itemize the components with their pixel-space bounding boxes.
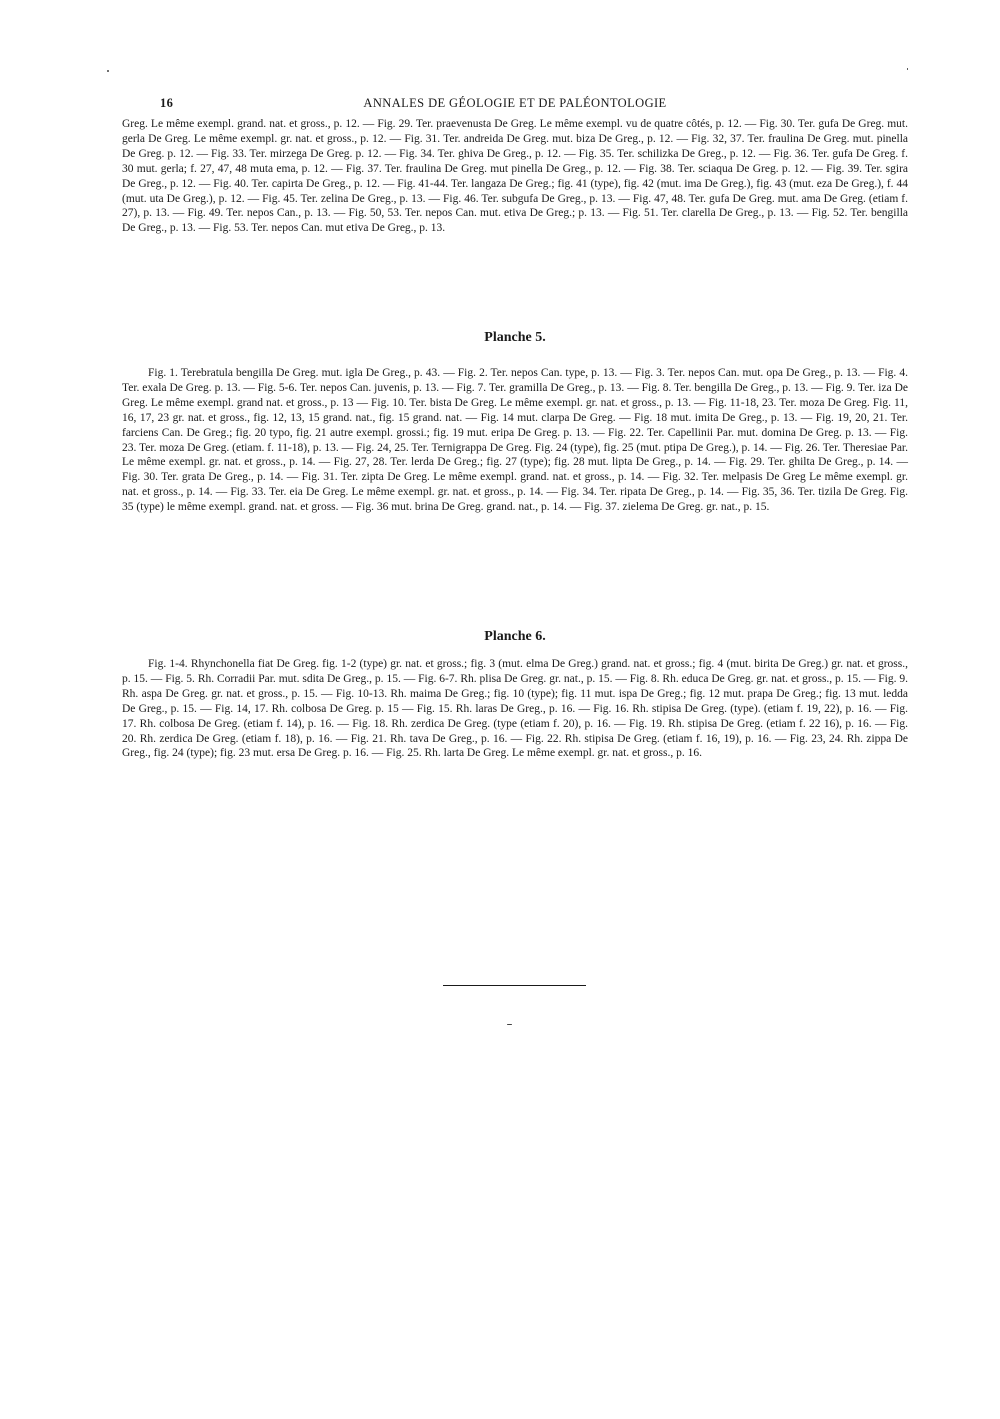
continuation-paragraph: Greg. Le même exempl. grand. nat. et gross., p. 12. — Fig. 29. Ter. praevenusta De Greg. Le même exempl. vu de quatre côtés, p. 12. — Fig. 30. Ter. gufa De Greg. mut. gerla De Greg. Le même exempl. gr. nat. et gross., p. 12. — Fig. 31. Ter. andreida De Greg. mut. biza De Greg., p. 12. — Fig. 32, 37. Ter. fraulina De Greg. mut. pinella De Greg. p. 12. — Fig. 33. Ter. mirzega De Greg. p. 12. — Fig. 34. Ter. ghiva De Greg., p. 12. — Fig. 35. Ter. schilizka De Greg., p. 12. — Fig. 36. Ter. gufa De Greg. f. 30 mut. gerla; f. 27, 47, 48 muta ema, p. 12. — Fig. 37. Ter. fraulina De Greg. mut pinella De Greg., p. 12. — Fig. 38. Ter. sciaqua De Greg. p. 12. — Fig. 39. Ter. sgira De Greg., p. 12. — Fig. 40. Ter. capirta De Greg., p. 12. — Fig. 41-44. Ter. langaza De Greg.; fig. 41 (type), fig. 42 (mut. ima De Greg.), fig. 43 (mut. eza De Greg.), f. 44 (mut. uta De Greg.), p. 12. — Fig. 45. Ter. zelina De Greg., p. 13. — Fig. 46. Ter. subgufa De Greg., p. 13. — Fig. 47, 48. Ter. gufa De Greg. mut. ama De Greg. (etiam f. 27), p. 13. — Fig. 49. Ter. nepos Can., p. 13. — Fig. 50, 53. Ter. nepos Can. mut. etiva De Greg.; p. 13. — Fig. 51. Ter. clarella De Greg., p. 13. — Fig. 52. Ter. bengilla De Greg., p. 13. — Fig. 53. Ter. nepos Can. mut etiva De Greg., p. 13.: [122, 118, 908, 235]
scan-speck: [507, 1024, 512, 1025]
plate-heading-5: Planche 5.: [484, 330, 546, 345]
end-rule: [443, 985, 586, 986]
running-header: [122, 96, 908, 114]
plate-caption-6: Fig. 1-4. Rhynchonella fiat De Greg. fig. 1-2 (type) gr. nat. et gross.; fig. 3 (mut. elma De Greg.) grand. nat. et gross.; fig. 4 (mut. birita De Greg.) gr. nat. et gross., p. 15. — Fig. 5. Rh. Corradii Par. mut. sdita De Greg., p. 15. — Fig. 6-7. Rh. plisa De Greg. gr. nat., p. 15. — Fig. 8. Rh. educa De Greg. gr. nat. et gross., p. 15. — Fig. 9. Rh. aspa De Greg. gr. nat. et gross., p. 15. — Fig. 10-13. Rh. maima De Greg.; fig. 10 (type); fig. 11 mut. ispa De Greg.; fig. 12 mut. prapa De Greg.; fig. 13 mut. ledda De Greg., p. 15. — Fig. 14, 17. Rh. colbosa De Greg. p. 15 — Fig. 15. Rh. laras De Greg., p. 16. — Fig. 16. Rh. stipisa De Greg. (type). (etiam f. 19, 22), p. 16. — Fig. 17. Rh. colbosa De Greg. (etiam f. 14), p. 16. — Fig. 18. Rh. zerdica De Greg. (type (etiam f. 20), p. 16. — Fig. 19. Rh. stipisa De Greg. (etiam f. 22 16), p. 16. — Fig. 20. Rh. zerdica De Greg. (etiam f. 18), p. 16. — Fig. 21. Rh. tava De Greg., p. 16. — Fig. 22. Rh. stipisa De Greg. (etiam f. 16, 19), p. 16. — Fig. 23, 24. Rh. zippa De Greg., fig. 24 (type); fig. 23 mut. ersa De Greg. p. 16. — Fig. 25. Rh. larta De Greg. Le même exempl. gr. nat. et gross., p. 16.: [122, 658, 908, 760]
running-title: ANNALES DE GÉOLOGIE ET DE PALÉONTOLOGIE: [363, 96, 667, 110]
plate-heading-6: Planche 6.: [484, 629, 546, 644]
scan-speck: [107, 70, 109, 72]
plate-caption-5: Fig. 1. Terebratula bengilla De Greg. mut. igla De Greg., p. 43. — Fig. 2. Ter. nepos Can. type, p. 13. — Fig. 3. Ter. nepos Can. mut. opa De Greg., p. 13. — Fig. 4. Ter. exala De Greg. p. 13. — Fig. 5-6. Ter. nepos Can. juvenis, p. 13. — Fig. 7. Ter. gramilla De Greg., p. 13. — Fig. 8. Ter. bengilla De Greg., p. 13. — Fig. 9. Ter. iza De Greg. Le même exempl. grand nat. et gross., p. 13 — Fig. 10. Ter. bista De Greg. Le même exempl. gr. nat. et gross., p. 13. — Fig. 11-18, 23. Ter. moza De Greg. Fig. 11, 16, 17, 23 gr. nat. et gross., fig. 12, 13, 15 grand. nat., fig. 15 grand. nat. — Fig. 14 mut. clarpa De Greg. — Fig. 18 mut. imita De Greg., p. 13. — Fig. 19, 20, 21. Ter. farciens Can. De Greg.; fig. 20 typo, fig. 21 autre exempl. grossi.; fig. 19 mut. eripa De Greg. p. 13. — Fig. 22. Ter. Capellinii Par. mut. domina De Greg. p. 13. — Fig. 23. Ter. moza De Greg. (etiam. f. 11-18), p. 13. — Fig. 24, 25. Ter. Ternigrappa De Greg. Fig. 24 (type), fig. 25 (mut. ptipa De Greg.), p. 14. — Fig. 26. Ter. Theresiae Par. Le même exempl. gr. nat. et gross., p. 14. — Fig. 27, 28. Ter. lerda De Greg.; fig. 27 (type); fig. 28 mut. lipta De Greg., p. 14. — Fig. 29. Ter. ghilta De Greg., p. 14. — Fig. 30. Ter. grata De Greg., p. 14. — Fig. 31. Ter. zipta De Greg. Le même exempl. grand. nat. et gross., p. 14. — Fig. 32. Ter. melpasis De Greg Le même exempl. gr. nat. et gross., p. 14. — Fig. 33. Ter. eia De Greg. Le même exempl. gr. nat. et gross., p. 14. — Fig. 34. Ter. ripata De Greg., p. 14. — Fig. 35, 36. Ter. tizila De Greg. Fig. 35 (type) le même exempl. grand. nat. et gross. — Fig. 36 mut. brina De Greg. grand. nat., p. 14. — Fig. 37. zielema De Greg. gr. nat., p. 15.: [122, 367, 908, 514]
page-number: 16: [160, 96, 174, 110]
scan-speck: [907, 68, 908, 70]
